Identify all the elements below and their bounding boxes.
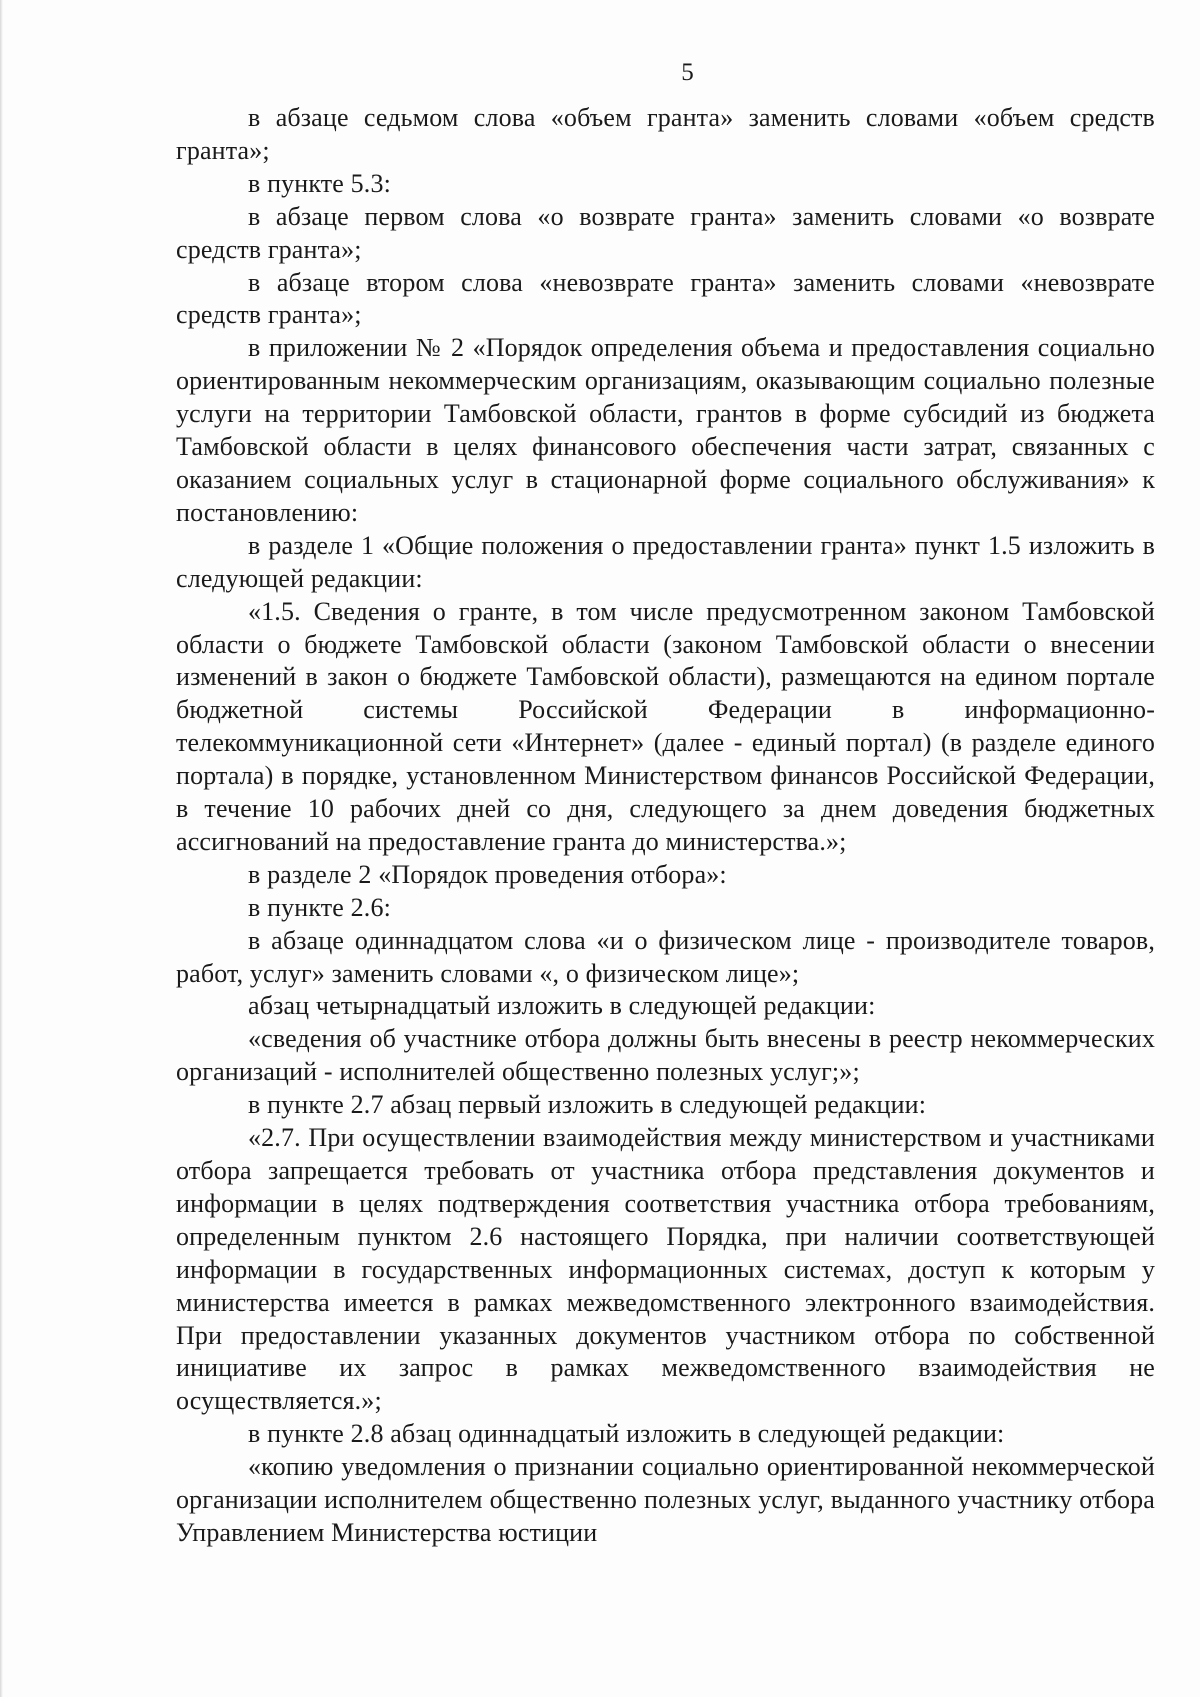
paragraph: «2.7. При осуществлении взаимодействия между министерством и участниками отбора запрещается требовать от участника отбора представления документов и информации в целях подтверждения соответствия участника отбора требованиям, определенным пунктом 2.6 настоящего Порядка, при наличии соответствующей информации в государственных информационных системах, доступ к которым у министерства имеется в рамках межведомственного электронного взаимодействия. При предоставлении указанных документов участником отбора по собственной инициативе их запрос в рамках межведомственного взаимодействия не осуществляется.»; [176, 1123, 1155, 1416]
paragraph: в приложении № 2 «Порядок определения объема и предоставления социально ориентированным некоммерческим организациям, оказывающим социально полезные услуги на территории Тамбовской области, грантов в форме субсидий из бюджета Тамбовской области в целях финансового обеспечения части затрат, связанных с оказанием социальных услуг в стационарной форме социального обслуживания» к постановлению: [176, 333, 1155, 527]
paragraph: в абзаце втором слова «невозврате гранта» заменить словами «невозврате средств гранта»; [176, 267, 1155, 330]
paragraph: в абзаце первом слова «о возврате гранта» заменить словами «о возврате средств гранта»; [176, 201, 1155, 264]
paragraph: в разделе 1 «Общие положения о предоставлении гранта» пункт 1.5 изложить в следующей редакции: [176, 530, 1155, 593]
page-number: 5 [681, 59, 694, 86]
paragraph: в пункте 2.7 абзац первый изложить в следующей редакции: [248, 1090, 927, 1120]
paragraph: «1.5. Сведения о гранте, в том числе предусмотренном законом Тамбовской области о бюджете Тамбовской области (законом Тамбовской области о внесении изменений в закон о бюджете Тамбовской области), размещаются на едином портале бюджетной системы Российской Федерации в информационно-телекоммуникационной сети «Интернет» (далее - единый портал) (в разделе единого портала) в порядке, установленном Министерством финансов Российской Федерации, в течение 10 рабочих дней со дня, следующего за днем доведения бюджетных ассигнований на предоставление гранта до министерства.»; [176, 596, 1155, 856]
paragraph: в абзаце седьмом слова «объем гранта» заменить словами «объем средств гранта»; [176, 103, 1155, 165]
paragraph: в пункте 2.8 абзац одиннадцатый изложить в следующей редакции: [248, 1419, 1005, 1449]
paragraph: «копию уведомления о признании социально ориентированной некоммерческой организации исполнителем общественно полезных услуг, выданного участнику отбора Управлением Министерства юстиции [176, 1452, 1155, 1547]
paragraph: в пункте 5.3: [248, 168, 391, 198]
paragraph: в абзаце одиннадцатом слова «и о физическом лице - производителе товаров, работ, услуг» заменить словами «, о физическом лице»; [176, 925, 1155, 988]
paragraph: абзац четырнадцатый изложить в следующей редакции: [248, 991, 876, 1021]
paragraph: в разделе 2 «Порядок проведения отбора»: [248, 859, 727, 889]
document-body [176, 102, 1155, 1550]
scan-edge [0, 0, 3, 1697]
paragraph: «сведения об участнике отбора должны быть внесены в реестр некоммерческих организаций - исполнителей общественно полезных услуг;»; [176, 1024, 1155, 1087]
paragraph: в пункте 2.6: [248, 892, 391, 922]
